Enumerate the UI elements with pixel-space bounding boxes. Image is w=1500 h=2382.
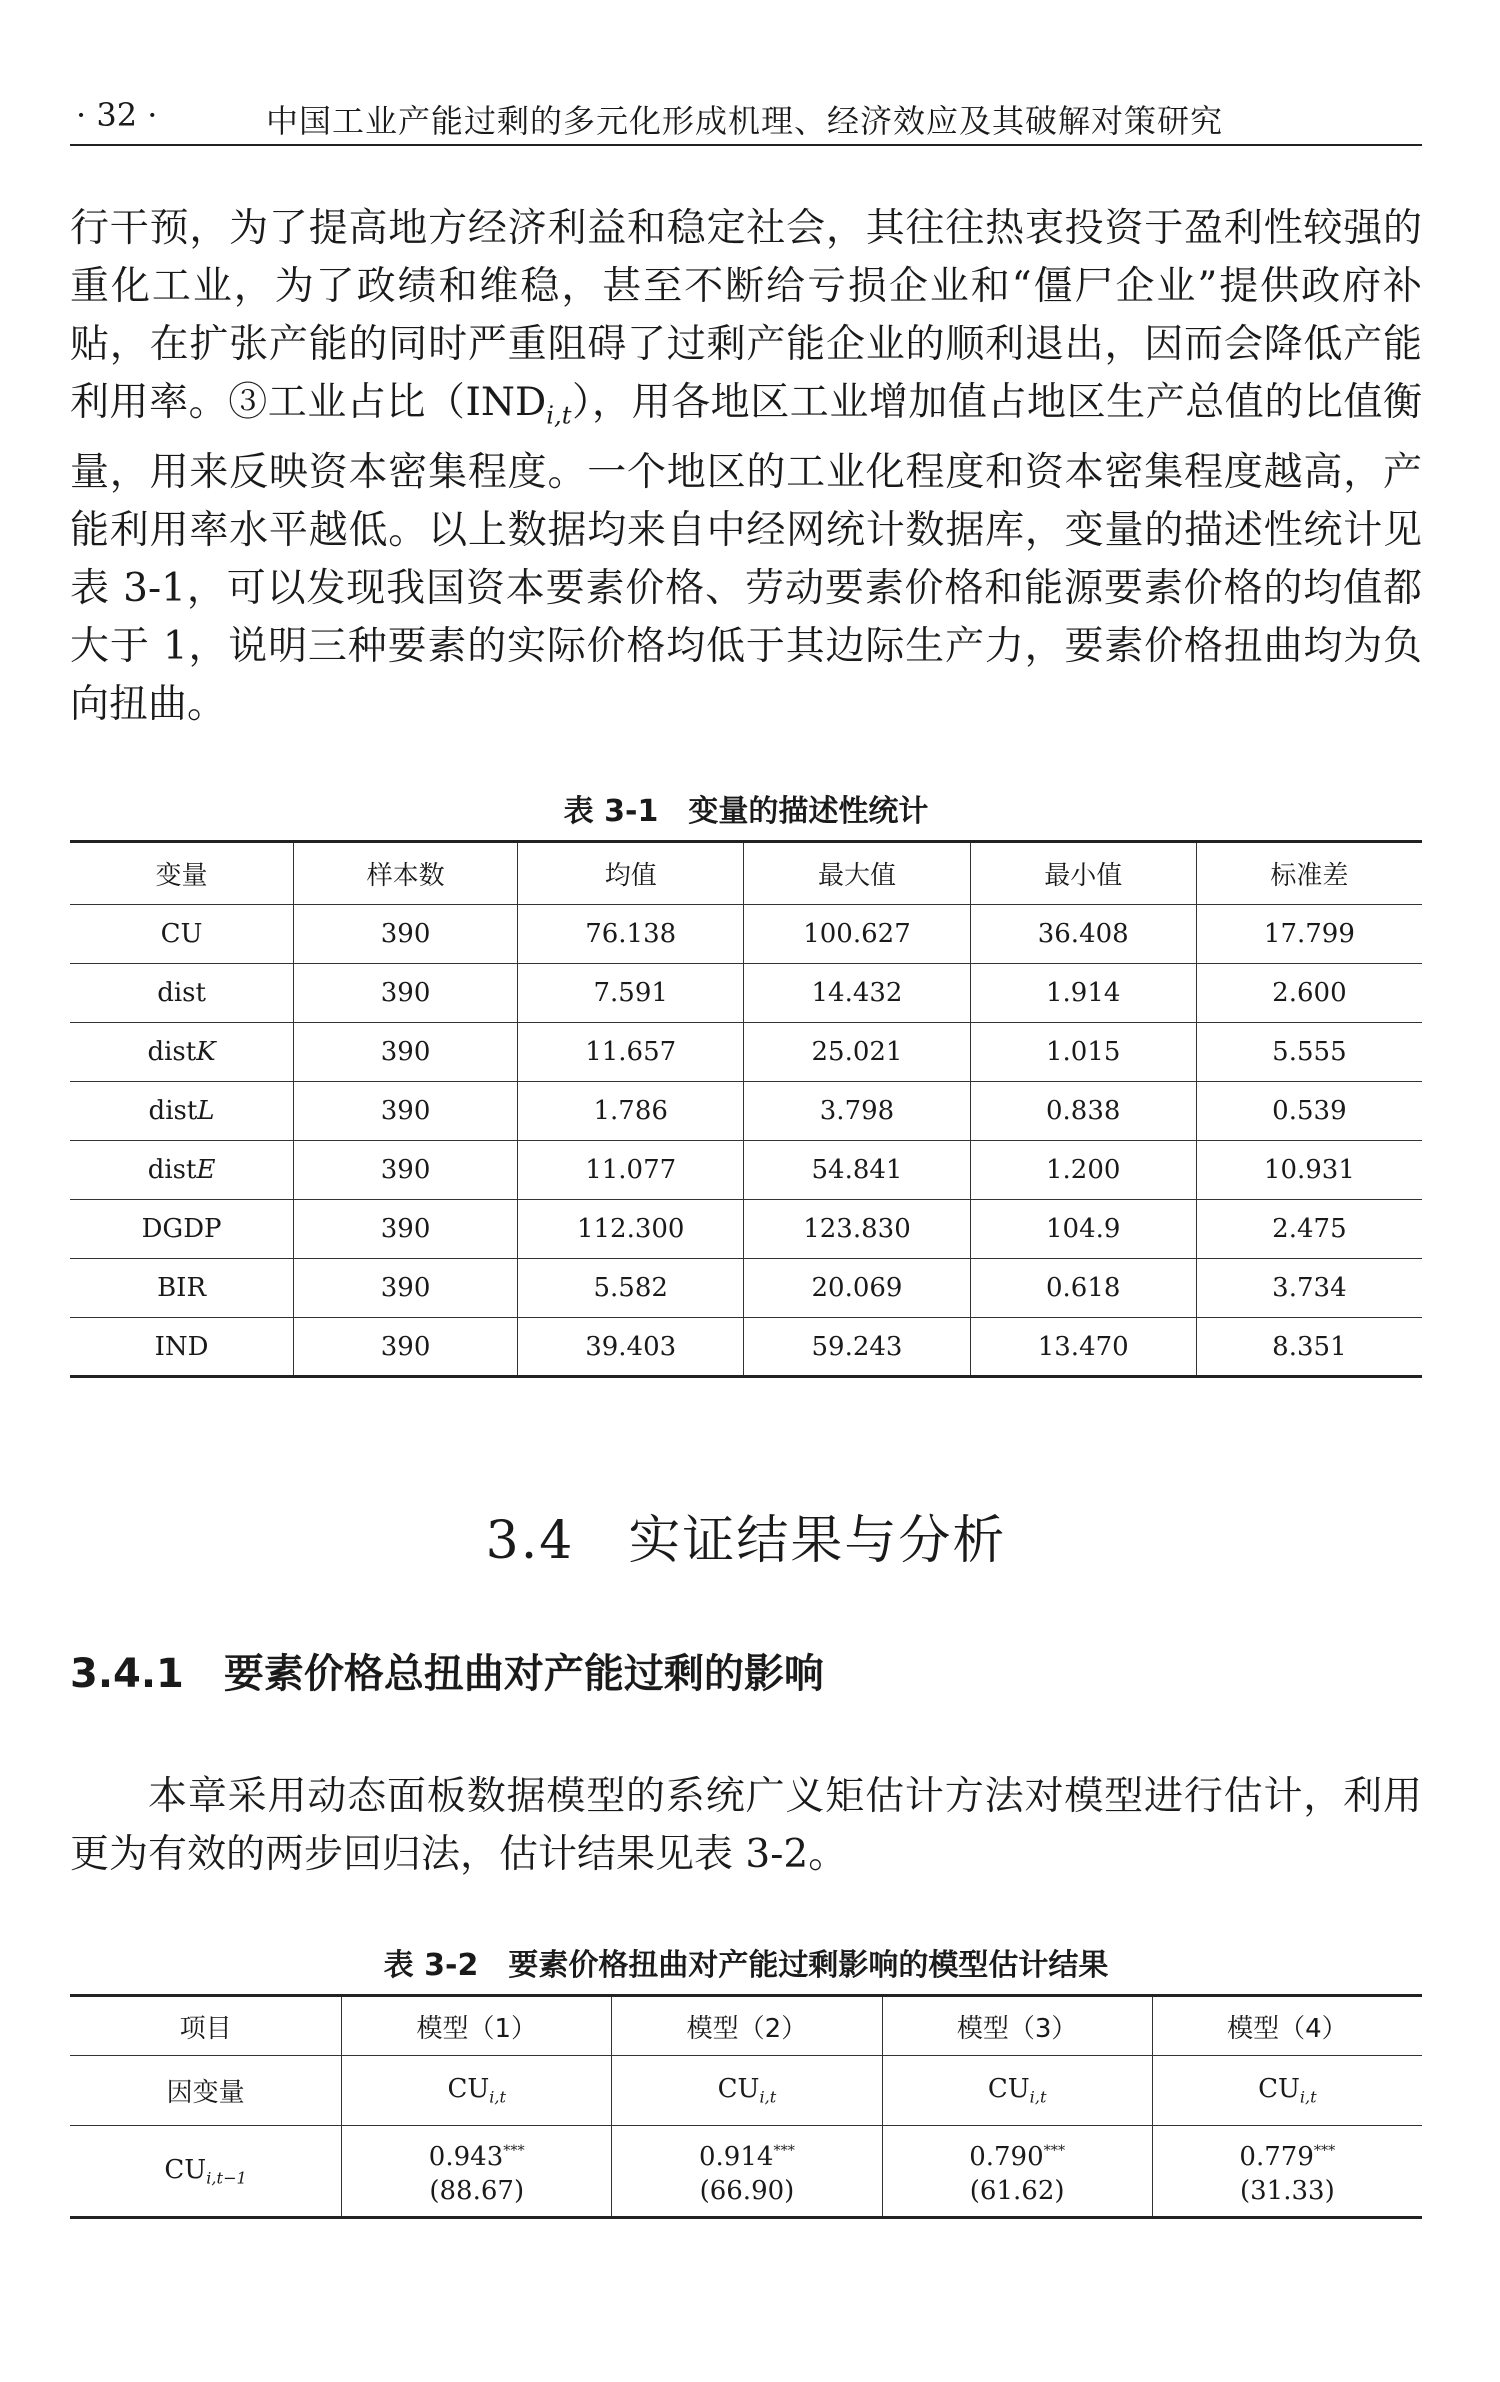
sample-size-cell: 390	[294, 1141, 518, 1200]
section-number: 3.4	[485, 1511, 575, 1571]
coefficient-cell: 0.779*** (31.33)	[1152, 2126, 1422, 2218]
page-number: · 32 ·	[76, 96, 158, 134]
sample-size-cell: 390	[294, 1200, 518, 1259]
header-cell: 项目	[70, 1996, 342, 2056]
table-row	[70, 905, 1422, 964]
table-row	[70, 1318, 1422, 1377]
max-cell: 54.841	[744, 1141, 970, 1200]
variable-cell: BIR	[70, 1259, 294, 1318]
coefficient-cell: 0.790*** (61.62)	[882, 2126, 1152, 2218]
variable-cell: distK	[70, 1023, 294, 1082]
header-cell: 模型（4）	[1152, 1996, 1422, 2056]
subsection-number: 3.4.1	[70, 1651, 184, 1697]
sample-size-cell: 390	[294, 1082, 518, 1141]
subsection-title: 要素价格总扭曲对产能过剩的影响	[223, 1651, 824, 1697]
variable-cell: CU	[70, 905, 294, 964]
mean-cell: 11.657	[518, 1023, 744, 1082]
section-title: 实证结果与分析	[628, 1511, 1007, 1571]
max-cell: 20.069	[744, 1259, 970, 1318]
variable-cell: dist	[70, 964, 294, 1023]
table-3-1-caption: 表 3-1 变量的描述性统计	[563, 794, 929, 829]
variable-cell: distE	[70, 1141, 294, 1200]
sample-size-cell: 390	[294, 905, 518, 964]
sd-cell: 5.555	[1196, 1023, 1422, 1082]
variable-cell: distL	[70, 1082, 294, 1141]
sd-cell: 2.475	[1196, 1200, 1422, 1259]
dependent-variable-cell: $CU_{i,t}$	[1152, 2056, 1422, 2126]
book-page	[70, 0, 1422, 2382]
table-row	[70, 2056, 1422, 2126]
max-cell: 3.798	[744, 1082, 970, 1141]
lagged-variable-label: $CU_{i,t-1}$	[70, 2126, 342, 2218]
dependent-variable-cell: $CU_{i,t}$	[342, 2056, 612, 2126]
table-row	[70, 1200, 1422, 1259]
sample-size-cell: 390	[294, 1023, 518, 1082]
sample-size-cell: 390	[294, 1318, 518, 1377]
body-paragraph-2: 本章采用动态面板数据模型的系统广义矩估计方法对模型进行估计，利用更为有效的两步回归法，估计结果见表 3-2。	[70, 1774, 1422, 1877]
sample-size-cell: 390	[294, 964, 518, 1023]
header-cell: 最大值	[744, 842, 970, 905]
dependent-variable-cell: $CU_{i,t}$	[882, 2056, 1152, 2126]
sd-cell: 17.799	[1196, 905, 1422, 964]
variable-ind: IND	[465, 380, 547, 425]
sd-cell: 0.539	[1196, 1082, 1422, 1141]
table-row	[70, 1141, 1422, 1200]
header-cell: 标准差	[1196, 842, 1422, 905]
sd-cell: 3.734	[1196, 1259, 1422, 1318]
min-cell: 104.9	[970, 1200, 1196, 1259]
mean-cell: 5.582	[518, 1259, 744, 1318]
header-cell: 模型（1）	[342, 1996, 612, 2056]
min-cell: 36.408	[970, 905, 1196, 964]
table-header-row	[70, 842, 1422, 905]
min-cell: 0.618	[970, 1259, 1196, 1318]
table-row	[70, 2126, 1422, 2218]
sample-size-cell: 390	[294, 1259, 518, 1318]
header-cell: 变量	[70, 842, 294, 905]
min-cell: 13.470	[970, 1318, 1196, 1377]
section-heading	[70, 1498, 1422, 1573]
max-cell: 25.021	[744, 1023, 970, 1082]
max-cell: 14.432	[744, 964, 970, 1023]
table-3-1	[70, 840, 1422, 1378]
mean-cell: 11.077	[518, 1141, 744, 1200]
subscript-it: i,t	[546, 401, 572, 430]
sd-cell: 10.931	[1196, 1141, 1422, 1200]
table-3-2	[70, 1994, 1422, 2219]
dependent-variable-cell: $CU_{i,t}$	[612, 2056, 882, 2126]
table-header-row	[70, 1996, 1422, 2056]
table-row	[70, 1259, 1422, 1318]
table-3-2-caption: 表 3-2 要素价格扭曲对产能过剩影响的模型估计结果	[383, 1948, 1109, 1983]
running-head	[70, 96, 1422, 146]
mean-cell: 39.403	[518, 1318, 744, 1377]
min-cell: 0.838	[970, 1082, 1196, 1141]
mean-cell: 1.786	[518, 1082, 744, 1141]
table-row	[70, 1082, 1422, 1141]
dependent-variable-label: 因变量	[70, 2056, 342, 2126]
sd-cell: 2.600	[1196, 964, 1422, 1023]
coefficient-cell: 0.914*** (66.90)	[612, 2126, 882, 2218]
variable-cell: IND	[70, 1318, 294, 1377]
mean-cell: 112.300	[518, 1200, 744, 1259]
subsection-heading	[70, 1642, 824, 1699]
max-cell: 59.243	[744, 1318, 970, 1377]
min-cell: 1.015	[970, 1023, 1196, 1082]
header-cell: 模型（2）	[612, 1996, 882, 2056]
min-cell: 1.914	[970, 964, 1196, 1023]
header-cell: 样本数	[294, 842, 518, 905]
sd-cell: 8.351	[1196, 1318, 1422, 1377]
max-cell: 100.627	[744, 905, 970, 964]
coefficient-cell: 0.943*** (88.67)	[342, 2126, 612, 2218]
min-cell: 1.200	[970, 1141, 1196, 1200]
body-paragraph-1: 行干预，为了提高地方经济利益和稳定社会，其往往热衷投资于盈利性较强的重化工业，为了政绩和维稳，甚至不断给亏损企业和“僵尸企业”提供政府补贴，在扩张产能的同时严重阻碍了过剩产能企业的顺利退出，因而会降低产能利用率。③工业占比$(IND_{i,t})$，用各地区工业增加值占地区生产总值的比值衡量，用来反映资本密集程度。一个地区的工业化程度和资本密集程度越高，产能利用率水平越低。以上数据均来自中经网统计数据库，变量的描述性统计见表 3-1，可以发现我国资本要素价格、劳动要素价格和能源要素价格的均值都大于 1，说明三种要素的实际价格均低于其边际生产力，要素价格扭曲均为负向扭曲。	[70, 206, 1422, 728]
book-title: 中国工业产能过剩的多元化形成机理、经济效应及其破解对策研究	[266, 102, 1224, 140]
header-cell: 最小值	[970, 842, 1196, 905]
table-row	[70, 1023, 1422, 1082]
mean-cell: 76.138	[518, 905, 744, 964]
header-cell: 均值	[518, 842, 744, 905]
variable-cell: DGDP	[70, 1200, 294, 1259]
table-row	[70, 964, 1422, 1023]
mean-cell: 7.591	[518, 964, 744, 1023]
header-cell: 模型（3）	[882, 1996, 1152, 2056]
max-cell: 123.830	[744, 1200, 970, 1259]
